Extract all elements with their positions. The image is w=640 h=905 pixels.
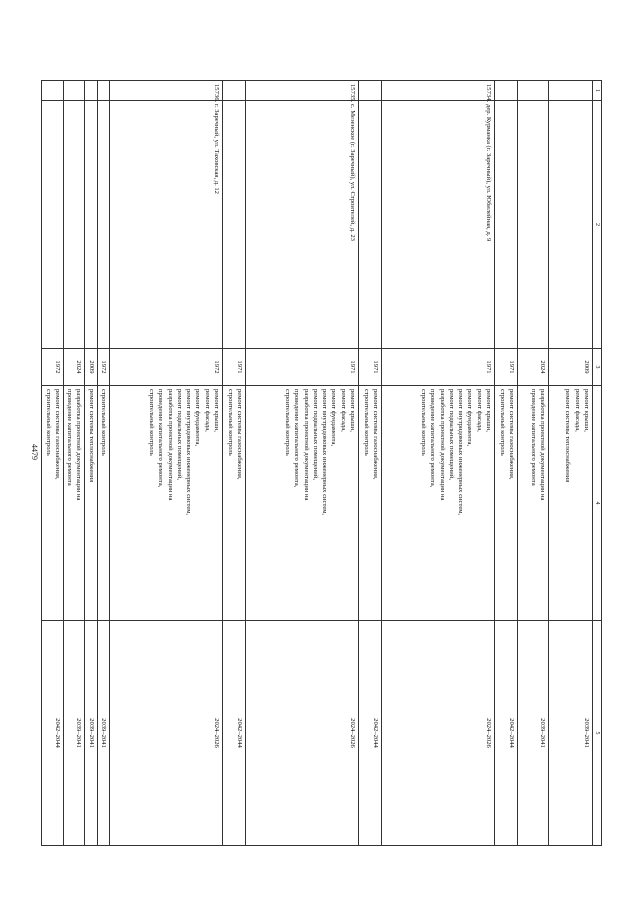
work-item: ремонт крыши, [213,389,220,432]
row-address: г. Заречный, ул. Таховская, д. 12 [110,101,223,349]
work-item: ремонт фундамента, [194,389,202,447]
work-item: ремонт внутридомовых инженерных систем, [457,389,465,516]
work-item: проведение капитального ремонта [529,389,537,486]
work-item: ремонт крыши, [583,389,590,432]
row-year: 1971 [359,349,382,386]
work-item: ремонт системы газоснабжения, [372,389,379,480]
row-address: с. Мезенское (г. Заречный), ул. Строителей, д. 23 [246,101,359,349]
work-item: ремонт системы газоснабжения, [236,389,243,480]
table-row [359,81,382,846]
row-works [246,386,359,621]
work-item: разработка проектной документации на [75,389,83,501]
row-works [97,386,109,621]
work-item: строительный контроль [147,389,155,456]
work-item: строительный контроль [100,389,107,456]
table-row [85,81,97,846]
row-address [97,101,109,349]
row-period: 2039–2041 [518,621,549,846]
row-works [110,386,223,621]
work-item: строительный контроль [283,389,291,456]
row-works [63,386,85,621]
row-works [495,386,518,621]
work-item: разработка проектной документации на [438,389,446,501]
work-item: проведение капитального ремонта, [293,389,301,488]
header-cell-5: 5 [593,621,602,846]
header-cell-1: 1 [593,81,602,101]
header-cell-2: 2 [593,101,602,349]
row-number [495,81,518,101]
row-address [63,101,85,349]
table-row [110,81,223,846]
row-address [495,101,518,349]
work-item: разработка проектной документации на [302,389,310,501]
row-works [359,386,382,621]
table-frame [44,80,602,845]
row-period: 2039–2041 [63,621,85,846]
row-period: 2039–2041 [97,621,109,846]
row-period: 2024–2026 [110,621,223,846]
work-item: проведение капитального ремонта, [429,389,437,488]
work-item: разработка проектной документации на [539,389,546,501]
repair-schedule-table [41,80,602,846]
table-row [42,81,64,846]
row-year: 2009 [549,349,593,386]
row-works [382,386,495,621]
table-row [63,81,85,846]
work-item: проведение капитального ремонта, [157,389,165,488]
row-year: 2024 [518,349,549,386]
row-period: 2042–2044 [359,621,382,846]
page-number: 4479 [30,444,39,460]
row-number [359,81,382,101]
row-period: 2042–2044 [495,621,518,846]
row-works [85,386,97,621]
header-cell-4: 4 [593,386,602,621]
table-body [42,81,602,846]
work-item: ремонт фундамента, [466,389,474,447]
row-year: 1972 [97,349,109,386]
row-address [518,101,549,349]
header-row [593,81,602,846]
row-address: дер. Курманка (г. Заречный), ул. Юбилейная, д. 9 [382,101,495,349]
row-period: 2024–2026 [382,621,495,846]
row-year: 1971 [223,349,246,386]
work-item: ремонт системы газоснабжения, [53,389,61,480]
row-number [63,81,85,101]
row-period: 2024–2026 [246,621,359,846]
row-year: 1971 [495,349,518,386]
table-row [223,81,246,846]
work-item: ремонт внутридомовых инженерных систем, [185,389,193,516]
work-item: ремонт крыши, [485,389,492,432]
row-year: 1972 [42,349,64,386]
row-number: 15735. [246,81,359,101]
row-period: 2042–2044 [223,621,246,846]
row-works [42,386,64,621]
table-row [382,81,495,846]
work-item: ремонт подвальных помещений, [311,389,319,480]
work-item: ремонт подвальных помещений, [175,389,183,480]
row-number [85,81,97,101]
row-number: 15734. [382,81,495,101]
work-item: строительный контроль [44,389,52,456]
row-address [359,101,382,349]
work-item: ремонт внутридомовых инженерных систем, [321,389,329,516]
work-item: строительный контроль [419,389,427,456]
rotated-table-wrapper [44,80,602,845]
work-item: ремонт фасада, [475,389,483,432]
table-row [518,81,549,846]
header-cell-3: 3 [593,349,602,386]
work-item: ремонт системы газоснабжения, [508,389,515,480]
work-item: строительный контроль [362,389,370,456]
table-row [549,81,593,846]
table-row [97,81,109,846]
work-item: строительный контроль [226,389,234,456]
work-item: ремонт системы теплоснабжения [564,389,572,483]
row-address [42,101,64,349]
row-number [97,81,109,101]
row-address [549,101,593,349]
row-address [223,101,246,349]
row-works [549,386,593,621]
row-year: 2009 [85,349,97,386]
row-number [223,81,246,101]
work-item: ремонт крыши, [349,389,356,432]
row-period: 2042–2044 [42,621,64,846]
row-year: 1971 [382,349,495,386]
work-item: строительный контроль [498,389,506,456]
work-item: ремонт фасада, [339,389,347,432]
row-address [85,101,97,349]
row-year: 1971 [246,349,359,386]
work-item: ремонт подвальных помещений, [447,389,455,480]
row-number [42,81,64,101]
row-year: 1972 [110,349,223,386]
row-works [518,386,549,621]
row-number [549,81,593,101]
work-item: разработка проектной документации на [166,389,174,501]
work-item: ремонт фундамента, [330,389,338,447]
table-row [246,81,359,846]
row-period: 2039–2041 [85,621,97,846]
row-number [518,81,549,101]
work-item: проведение капитального ремонта [66,389,74,486]
row-period: 2039–2041 [549,621,593,846]
work-item: ремонт фасада, [573,389,581,432]
row-works [223,386,246,621]
work-item: ремонт фасада, [203,389,211,432]
row-year: 2024 [63,349,85,386]
row-number: 15736. [110,81,223,101]
table-row [495,81,518,846]
work-item: ремонт системы теплоснабжения [87,389,95,483]
